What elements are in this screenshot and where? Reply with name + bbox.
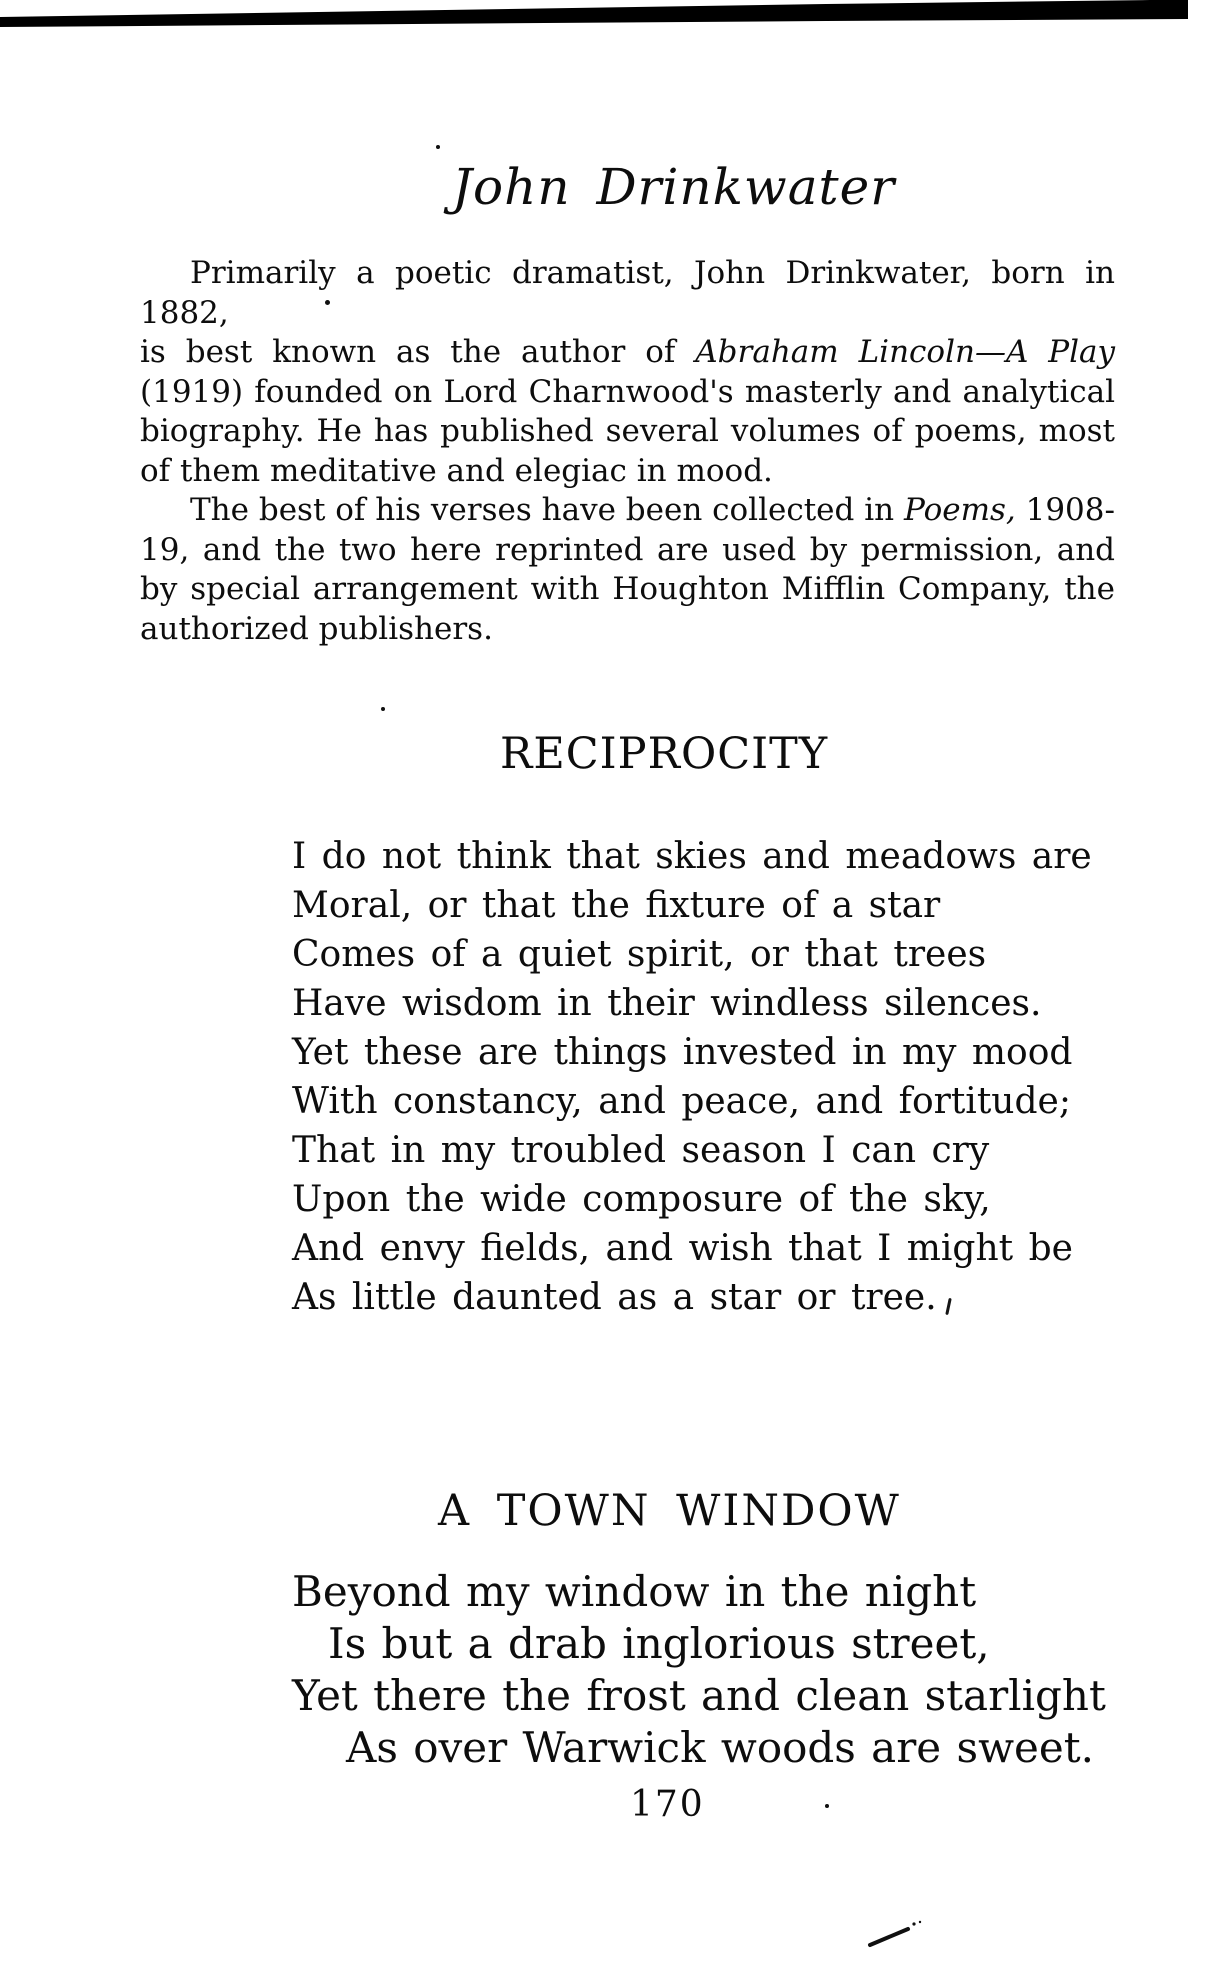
text-run: by special arrangement with Houghton Mifflin Company, the <box>140 571 1115 607</box>
poem-line: Comes of a quiet spirit, or that trees <box>292 934 987 975</box>
poem-heading-reciprocity: RECIPROCITY <box>500 729 829 779</box>
poem-line: With constancy, and peace, and fortitude; <box>292 1081 1071 1122</box>
poem-line: And envy fields, and wish that I might be <box>292 1228 1073 1269</box>
intro-para1-line1 <box>140 254 1115 333</box>
poem-line: Have wisdom in their windless silences. <box>292 983 1042 1024</box>
poem-line: Beyond my window in the night <box>292 1567 977 1616</box>
scan-artifact-bar <box>0 0 1226 34</box>
poem-line: That in my troubled season I can cry <box>292 1130 990 1171</box>
ink-speck <box>381 707 385 711</box>
text-run: authorized publishers. <box>140 610 493 647</box>
book-title-italic: Abraham Lincoln—A Play <box>695 334 1116 370</box>
text-run: Primarily a poetic dramatist, John Drinkwater, born in 1882, <box>140 255 1115 331</box>
text-run: is best known as the author of <box>140 334 696 370</box>
ink-speck <box>436 145 440 149</box>
intro-para1-line3 <box>140 373 1115 413</box>
poem-line: As little daunted as a star or tree. <box>292 1277 937 1318</box>
intro-para2-line2 <box>140 531 1115 571</box>
intro-para1-line2 <box>140 333 1115 373</box>
ink-speck <box>325 300 330 305</box>
poem-line: Upon the wide composure of the sky, <box>292 1179 991 1220</box>
intro-para2-line4 <box>140 610 1115 650</box>
page-number: 170 <box>630 1784 705 1825</box>
text-run: biography. He has published several volumes of poems, most <box>140 413 1115 449</box>
poem-town-window <box>292 1566 1106 1774</box>
poem-line: Is but a drab inglorious street, <box>328 1619 990 1668</box>
text-run: 19, and the two here reprinted are used by permission, and <box>140 531 1115 568</box>
intro-para1-line5 <box>140 452 1115 492</box>
poem-reciprocity <box>292 832 1092 1322</box>
text-run: (1919) founded on Lord Charnwood's masterly and analytical <box>140 373 1115 410</box>
page-title: John Drinkwater <box>452 158 896 216</box>
book-title-italic: Poems, <box>903 492 1016 528</box>
pen-stroke-artifact <box>860 1915 940 1955</box>
text-run: of them meditative and elegiac in mood. <box>140 452 773 489</box>
intro-para2-line1 <box>140 491 1115 531</box>
text-run: 1908- <box>1015 492 1115 528</box>
text-run: The best of his verses have been collected in <box>190 492 904 528</box>
poem-line: As over Warwick woods are sweet. <box>346 1723 1094 1772</box>
intro-para1-line4 <box>140 412 1115 452</box>
ink-speck <box>825 1804 829 1808</box>
intro-paragraphs <box>140 254 1115 649</box>
poem-line: I do not think that skies and meadows are <box>292 836 1092 877</box>
poem-heading-town-window: A TOWN WINDOW <box>438 1486 901 1536</box>
poem-line: Yet there the frost and clean starlight <box>292 1671 1106 1720</box>
intro-para2-line3 <box>140 570 1115 610</box>
poem-line: Moral, or that the fixture of a star <box>292 885 941 926</box>
poem-line: Yet these are things invested in my mood <box>292 1032 1073 1073</box>
